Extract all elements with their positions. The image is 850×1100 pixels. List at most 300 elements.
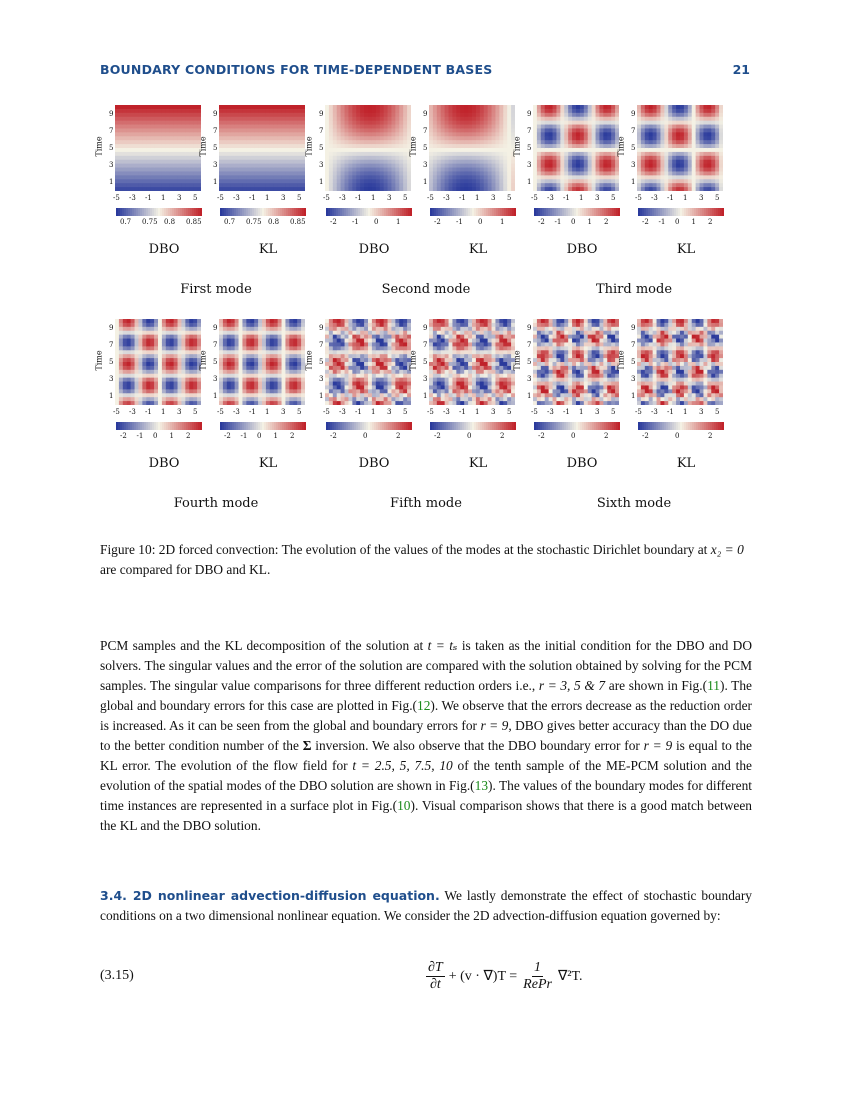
heatmap-cell — [266, 393, 270, 397]
heatmap-cell — [115, 358, 119, 362]
heatmap-cell — [360, 358, 364, 362]
heatmap-cell — [549, 160, 553, 164]
heatmap-cell — [266, 128, 270, 132]
heatmap-cell — [262, 389, 266, 393]
heatmap-cell — [507, 128, 511, 132]
heatmap-cell — [329, 168, 333, 172]
heatmap-cell — [456, 140, 460, 144]
colorbar-tick-label: 2 — [396, 432, 401, 440]
colorbar-swatch — [490, 208, 492, 216]
heatmap-cell — [127, 160, 131, 164]
heatmap-cell — [119, 109, 123, 113]
heatmap-cell — [576, 160, 580, 164]
heatmap-cell — [576, 136, 580, 140]
heatmap-cell — [138, 136, 142, 140]
heatmap-cell — [660, 128, 664, 132]
heatmap-cell — [135, 109, 139, 113]
heatmap-cell — [166, 401, 170, 405]
heatmap-cell — [166, 382, 170, 386]
heatmap-cell — [262, 370, 266, 374]
heatmap-cell — [131, 382, 135, 386]
colorbar-tick-label: 1 — [500, 218, 505, 226]
heatmap-cell — [242, 389, 246, 393]
heatmap-cell — [154, 140, 158, 144]
heatmap-cell — [352, 152, 356, 156]
heatmap-cell — [403, 148, 407, 152]
heatmap-cell — [337, 187, 341, 191]
heatmap-cell — [278, 105, 282, 109]
heatmap-cell — [266, 366, 270, 370]
heatmap-cell — [333, 397, 337, 401]
heatmap-cell — [250, 132, 254, 136]
heatmap-cell — [437, 331, 441, 335]
heatmap-cell — [162, 113, 166, 117]
heatmap-cell — [181, 113, 185, 117]
heatmap-cell — [282, 397, 286, 401]
colorbar-swatch — [152, 422, 154, 430]
heatmap-cell — [568, 168, 572, 172]
heatmap-cell — [495, 105, 499, 109]
heatmap-cell — [162, 132, 166, 136]
heatmap-cell — [403, 183, 407, 187]
heatmap-cell — [395, 374, 399, 378]
heatmap-cell — [123, 382, 127, 386]
heatmap-cell — [637, 125, 641, 129]
heatmap-cell — [372, 401, 376, 405]
heatmap-cell — [692, 144, 696, 148]
heatmap-cell — [676, 187, 680, 191]
heatmap-cell — [325, 382, 329, 386]
y-tick-label: 9 — [213, 110, 218, 118]
heatmap-cell — [533, 175, 537, 179]
heatmap-cell — [368, 113, 372, 117]
heatmap-cell — [170, 168, 174, 172]
heatmap-cell — [503, 132, 507, 136]
heatmap-cell — [301, 397, 305, 401]
heatmap-cell — [166, 358, 170, 362]
heatmap-cell — [270, 148, 274, 152]
heatmap-cell — [127, 152, 131, 156]
heatmap-cell — [688, 121, 692, 125]
heatmap-cell — [433, 346, 437, 350]
heatmap-cell — [254, 350, 258, 354]
heatmap-cell — [250, 362, 254, 366]
heatmap-cell — [603, 168, 607, 172]
heatmap-cell — [503, 183, 507, 187]
heatmap-cell — [391, 140, 395, 144]
heatmap-cell — [135, 331, 139, 335]
heatmap-cell — [146, 323, 150, 327]
heatmap-cell — [325, 160, 329, 164]
heatmap-cell — [649, 168, 653, 172]
heatmap-cell — [345, 113, 349, 117]
heatmap-cell — [576, 187, 580, 191]
heatmap-cell — [285, 179, 289, 183]
heatmap-cell — [285, 342, 289, 346]
heatmap-cell — [707, 144, 711, 148]
heatmap-cell — [227, 152, 231, 156]
heatmap-cell — [603, 148, 607, 152]
heatmap-cell — [142, 144, 146, 148]
heatmap-cell — [700, 140, 704, 144]
heatmap-cell — [278, 148, 282, 152]
heatmap-cell — [142, 117, 146, 121]
heatmap-cell — [150, 117, 154, 121]
heatmap-cell — [476, 109, 480, 113]
heatmap-cell — [333, 152, 337, 156]
heatmap-cell — [262, 346, 266, 350]
y-tick-label: 7 — [423, 341, 428, 349]
heatmap-cell — [278, 389, 282, 393]
heatmap-cell — [246, 374, 250, 378]
heatmap-cell — [127, 378, 131, 382]
heatmap-cell — [227, 378, 231, 382]
heatmap-cell — [345, 378, 349, 382]
heatmap-cell — [407, 117, 411, 121]
heatmap-cell — [341, 148, 345, 152]
heatmap-cell — [560, 164, 564, 168]
heatmap-cell — [293, 113, 297, 117]
heatmap-cell — [285, 160, 289, 164]
heatmap-cell — [289, 378, 293, 382]
heatmap-cell — [564, 117, 568, 121]
heatmap-cell — [657, 175, 661, 179]
heatmap-cell — [580, 132, 584, 136]
heatmap-cell — [688, 160, 692, 164]
heatmap-cell — [403, 401, 407, 405]
heatmap-cell — [115, 362, 119, 366]
heatmap-cell — [645, 183, 649, 187]
heatmap-cell — [325, 385, 329, 389]
colorbar-swatch — [492, 208, 494, 216]
heatmap-cell — [123, 362, 127, 366]
colorbar-swatch — [718, 208, 720, 216]
heatmap-cell — [162, 323, 166, 327]
heatmap-cell — [219, 393, 223, 397]
colorbar-swatch — [682, 208, 684, 216]
heatmap-cell — [262, 183, 266, 187]
heatmap-cell — [641, 156, 645, 160]
heatmap-cell — [433, 171, 437, 175]
colorbar-swatch — [686, 208, 688, 216]
heatmap-cell — [270, 350, 274, 354]
heatmap-cell — [333, 140, 337, 144]
heatmap-cell — [178, 168, 182, 172]
heatmap-cell — [372, 370, 376, 374]
colorbar-tick-label: 0 — [363, 432, 368, 440]
heatmap-cell — [274, 323, 278, 327]
heatmap-cell — [178, 125, 182, 129]
heatmap-cell — [254, 128, 258, 132]
heatmap-cell — [250, 179, 254, 183]
heatmap-cell — [580, 144, 584, 148]
heatmap-cell — [297, 156, 301, 160]
heatmap-cell — [549, 168, 553, 172]
heatmap-cell — [178, 393, 182, 397]
heatmap-cell — [325, 105, 329, 109]
colorbar-swatch — [496, 208, 498, 216]
heatmap-cell — [537, 105, 541, 109]
heatmap-cell — [131, 183, 135, 187]
heatmap-cell — [146, 175, 150, 179]
heatmap-cell — [181, 168, 185, 172]
heatmap-cell — [135, 323, 139, 327]
heatmap-cell — [231, 148, 235, 152]
colorbar-swatch — [604, 208, 606, 216]
heatmap-cell — [676, 168, 680, 172]
heatmap-cell — [364, 382, 368, 386]
heatmap-cell — [282, 156, 286, 160]
heatmap-cell — [645, 148, 649, 152]
heatmap-cell — [696, 117, 700, 121]
x-tick-label: 5 — [193, 408, 198, 416]
colorbar-swatch — [246, 422, 248, 430]
heatmap-cell — [193, 121, 197, 125]
colorbar-swatch — [408, 208, 410, 216]
heatmap-cell — [668, 144, 672, 148]
colorbar-swatch — [382, 208, 384, 216]
colorbar-swatch — [272, 422, 274, 430]
colorbar-swatch — [594, 208, 596, 216]
heatmap-cell — [166, 125, 170, 129]
colorbar-tick-label: 1 — [169, 432, 174, 440]
heatmap-cell — [138, 117, 142, 121]
heatmap-cell — [495, 132, 499, 136]
heatmap-cell — [154, 319, 158, 323]
heatmap-cell — [254, 331, 258, 335]
heatmap-cell — [388, 183, 392, 187]
heatmap-cell — [254, 175, 258, 179]
heatmap-cell — [680, 140, 684, 144]
colorbar-swatch — [292, 422, 294, 430]
heatmap-cell — [138, 140, 142, 144]
heatmap-cell — [645, 175, 649, 179]
heatmap-cell — [360, 183, 364, 187]
heatmap-cell — [576, 144, 580, 148]
heatmap-cell — [611, 152, 615, 156]
heatmap-cell — [262, 152, 266, 156]
heatmap-cell — [115, 354, 119, 358]
heatmap-cell — [352, 136, 356, 140]
heatmap-cell — [162, 382, 166, 386]
heatmap-cell — [174, 140, 178, 144]
heatmap-cell — [607, 179, 611, 183]
heatmap-cell — [641, 117, 645, 121]
heatmap-cell — [433, 144, 437, 148]
heatmap-cell — [282, 362, 286, 366]
heatmap-cell — [258, 121, 262, 125]
heatmap-cell — [262, 342, 266, 346]
heatmap-cell — [541, 109, 545, 113]
heatmap-cell — [231, 366, 235, 370]
heatmap-cell — [660, 109, 664, 113]
heatmap-cell — [293, 171, 297, 175]
heatmap-cell — [166, 132, 170, 136]
heatmap-cell — [368, 401, 372, 405]
heatmap-cell — [193, 132, 197, 136]
heatmap-cell — [684, 121, 688, 125]
heatmap-cell — [115, 132, 119, 136]
heatmap-cell — [297, 168, 301, 172]
heatmap-cell — [181, 397, 185, 401]
colorbar-swatch — [338, 208, 340, 216]
heatmap-cell — [254, 168, 258, 172]
heatmap-cell — [364, 331, 368, 335]
heatmap-cell — [611, 125, 615, 129]
colorbar-swatch — [432, 208, 434, 216]
colorbar-tick-label: 0 — [153, 432, 158, 440]
heatmap-cell — [223, 156, 227, 160]
heatmap-cell — [246, 358, 250, 362]
heatmap-cell — [352, 327, 356, 331]
heatmap-cell — [391, 327, 395, 331]
heatmap-cell — [495, 164, 499, 168]
heatmap-cell — [178, 117, 182, 121]
heatmap-cell — [223, 109, 227, 113]
colorbar-swatch — [262, 422, 264, 430]
heatmap-cell — [266, 109, 270, 113]
heatmap-cell — [239, 350, 243, 354]
heatmap-cell — [242, 401, 246, 405]
heatmap-cell — [495, 128, 499, 132]
heatmap-cell — [437, 370, 441, 374]
heatmap-cell — [325, 117, 329, 121]
heatmap-cell — [138, 160, 142, 164]
heatmap-cell — [711, 183, 715, 187]
heatmap-cell — [270, 117, 274, 121]
heatmap-cell — [178, 362, 182, 366]
heatmap-cell — [437, 339, 441, 343]
heatmap-cell — [333, 319, 337, 323]
heatmap-cell — [360, 144, 364, 148]
heatmap-cell — [384, 187, 388, 191]
heatmap-cell — [576, 109, 580, 113]
colorbar-swatch — [606, 208, 608, 216]
heatmap-cell — [135, 389, 139, 393]
heatmap-cell — [250, 358, 254, 362]
heatmap-cell — [266, 362, 270, 366]
heatmap-cell — [437, 105, 441, 109]
heatmap-cell — [572, 164, 576, 168]
heatmap-cell — [174, 179, 178, 183]
heatmap-cell — [356, 389, 360, 393]
x-tick-label: 1 — [371, 194, 376, 202]
heatmap-cell — [495, 175, 499, 179]
heatmap-cell — [568, 175, 572, 179]
heatmap-cell — [449, 109, 453, 113]
heatmap-cell — [356, 342, 360, 346]
heatmap-cell — [262, 335, 266, 339]
heatmap-cell — [572, 179, 576, 183]
heatmap-cell — [611, 105, 615, 109]
heatmap-cell — [399, 105, 403, 109]
colorbar-swatch — [688, 208, 690, 216]
heatmap-cell — [433, 319, 437, 323]
heatmap-cell — [488, 117, 492, 121]
heatmap-cell — [560, 148, 564, 152]
heatmap-cell — [703, 109, 707, 113]
heatmap-cell — [376, 374, 380, 378]
heatmap-cell — [278, 362, 282, 366]
heatmap-cell — [407, 125, 411, 129]
heatmap-cell — [181, 125, 185, 129]
heatmap-cell — [115, 374, 119, 378]
heatmap-cell — [503, 168, 507, 172]
heatmap-cell — [599, 187, 603, 191]
colorbar-swatch — [120, 208, 122, 216]
heatmap-cell — [715, 140, 719, 144]
y-tick-label: 9 — [213, 324, 218, 332]
heatmap-cell — [549, 109, 553, 113]
heatmap-cell — [193, 125, 197, 129]
heatmap-cell — [637, 148, 641, 152]
heatmap-cell — [715, 144, 719, 148]
heatmap-cell — [692, 117, 696, 121]
heatmap-cell — [239, 385, 243, 389]
heatmap-cell — [445, 175, 449, 179]
y-axis-label: Time — [304, 136, 314, 157]
heatmap-cell — [235, 401, 239, 405]
heatmap-cell — [707, 168, 711, 172]
x-tick-label: -1 — [355, 194, 362, 202]
heatmap-cell — [185, 175, 189, 179]
colorbar-swatch — [402, 208, 404, 216]
heatmap-cell — [341, 335, 345, 339]
heatmap-cell — [437, 168, 441, 172]
heatmap-cell — [127, 132, 131, 136]
heatmap-cell — [142, 331, 146, 335]
heatmap-cell — [480, 105, 484, 109]
heatmap-cell — [645, 113, 649, 117]
colorbar-swatch — [534, 208, 536, 216]
heatmap-cell — [250, 156, 254, 160]
heatmap-cell — [537, 121, 541, 125]
colorbar-swatch — [600, 208, 602, 216]
heatmap-cell — [449, 117, 453, 121]
heatmap-cell — [289, 136, 293, 140]
heatmap-cell — [146, 113, 150, 117]
colorbar-swatch — [640, 208, 642, 216]
heatmap-cell — [653, 136, 657, 140]
heatmap-cell — [115, 385, 119, 389]
heatmap-cell — [464, 140, 468, 144]
page-number: 21 — [732, 62, 750, 77]
heatmap-cell — [449, 164, 453, 168]
heatmap-cell — [274, 331, 278, 335]
heatmap-cell — [553, 117, 557, 121]
heatmap-cell — [495, 168, 499, 172]
heatmap-cell — [285, 113, 289, 117]
heatmap-cell — [360, 140, 364, 144]
heatmap-cell — [138, 144, 142, 148]
heatmap-cell — [707, 160, 711, 164]
heatmap-cell — [511, 125, 515, 129]
heatmap-cell — [235, 152, 239, 156]
colorbar-swatch — [680, 208, 682, 216]
colorbar-swatch — [510, 208, 512, 216]
heatmap-cell — [193, 401, 197, 405]
heatmap-cell — [660, 156, 664, 160]
heatmap-cell — [325, 374, 329, 378]
heatmap-cell — [131, 385, 135, 389]
heatmap-cell — [341, 179, 345, 183]
colorbar-swatch — [184, 208, 186, 216]
heatmap-cell — [433, 339, 437, 343]
heatmap-cell — [337, 175, 341, 179]
heatmap-cell — [572, 128, 576, 132]
heatmap-cell — [119, 132, 123, 136]
heatmap-cell — [580, 160, 584, 164]
